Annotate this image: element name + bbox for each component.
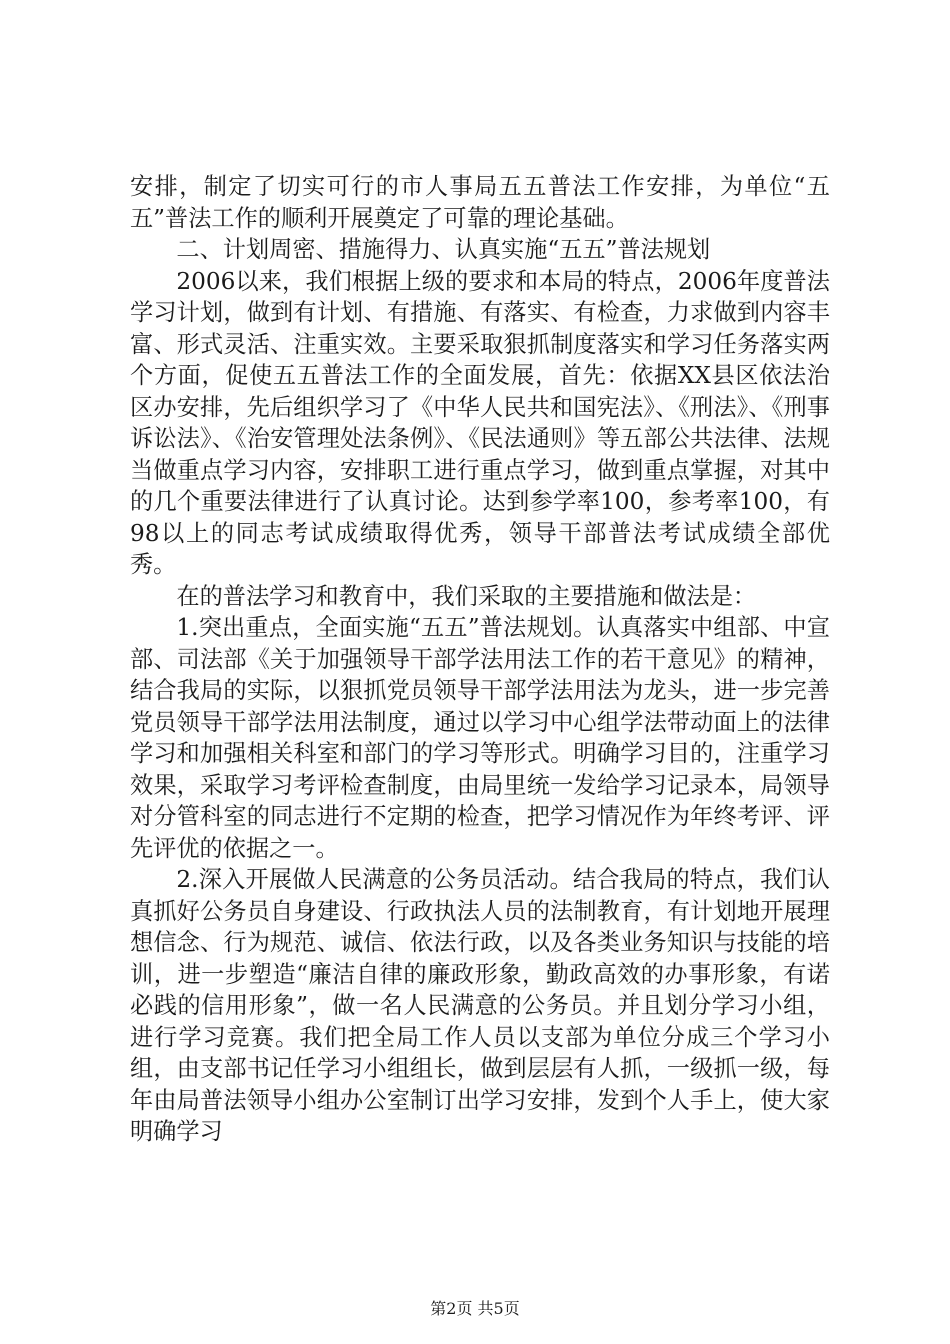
- paragraph: 2.深入开展做人民满意的公务员活动。结合我局的特点，我们认真抓好公务员自身建设、行政执法人员的法制教育，有计划地开展理想信念、行为规范、诚信、依法行政，以及各类业务知识与技能的培训，进一步塑造“廉洁自律的廉政形象，勤政高效的办事形象，有诺必践的信用形象”，做一名人民满意的公务员。并且划分学习小组，进行学习竞赛。我们把全局工作人员以支部为单位分成三个学习小组，由支部书记任学习小组组长，做到层层有人抓，一级抓一级，每年由局普法领导小组办公室制订出学习安排，发到个人手上，使大家明确学习: [130, 866, 830, 1145]
- section-heading: 二、计划周密、措施得力、认真实施“五五”普法规划: [176, 236, 711, 263]
- paragraph-continuation: 安排，制定了切实可行的市人事局五五普法工作安排，为单位“五五”普法工作的顺利开展奠定了可靠的理论基础。: [130, 173, 830, 232]
- paragraph: 2006以来，我们根据上级的要求和本局的特点，2006年度普法学习计划，做到有计划、有措施、有落实、有检查，力求做到内容丰富、形式灵活、注重实效。主要采取狠抓制度落实和学习任务落实两个方面，促使五五普法工作的全面发展，首先：依据XX县区依法治区办安排，先后组织学习了《中华人民共和国宪法》、《刑法》、《刑事诉讼法》、《治安管理处法条例》、《民法通则》等五部公共法律、法规当做重点学习内容，安排职工进行重点学习，做到重点掌握，对其中的几个重要法律进行了认真讨论。达到参学率100，参考率100，有98以上的同志考试成绩取得优秀，领导干部普法考试成绩全部优秀。: [130, 267, 830, 578]
- page-number-label: 第2页 共5页: [430, 1299, 520, 1318]
- paragraph: 1.突出重点，全面实施“五五”普法规划。认真落实中组部、中宣部、司法部《关于加强领导干部学法用法工作的若干意见》的精神，结合我局的实际，以狠抓党员领导干部学法用法为龙头，进一步完善党员领导干部学法用法制度，通过以学习中心组学法带动面上的法律学习和加强相关科室和部门的学习等形式。明确学习目的，注重学习效果，采取学习考评检查制度，由局里统一发给学习记录本，局领导对分管科室的同志进行不定期的检查，把学习情况作为年终考评、评先评优的依据之一。: [130, 614, 830, 862]
- document-body: [130, 171, 830, 1148]
- page-footer: [0, 1296, 950, 1319]
- paragraph: 在的普法学习和教育中，我们采取的主要措施和做法是：: [176, 582, 757, 610]
